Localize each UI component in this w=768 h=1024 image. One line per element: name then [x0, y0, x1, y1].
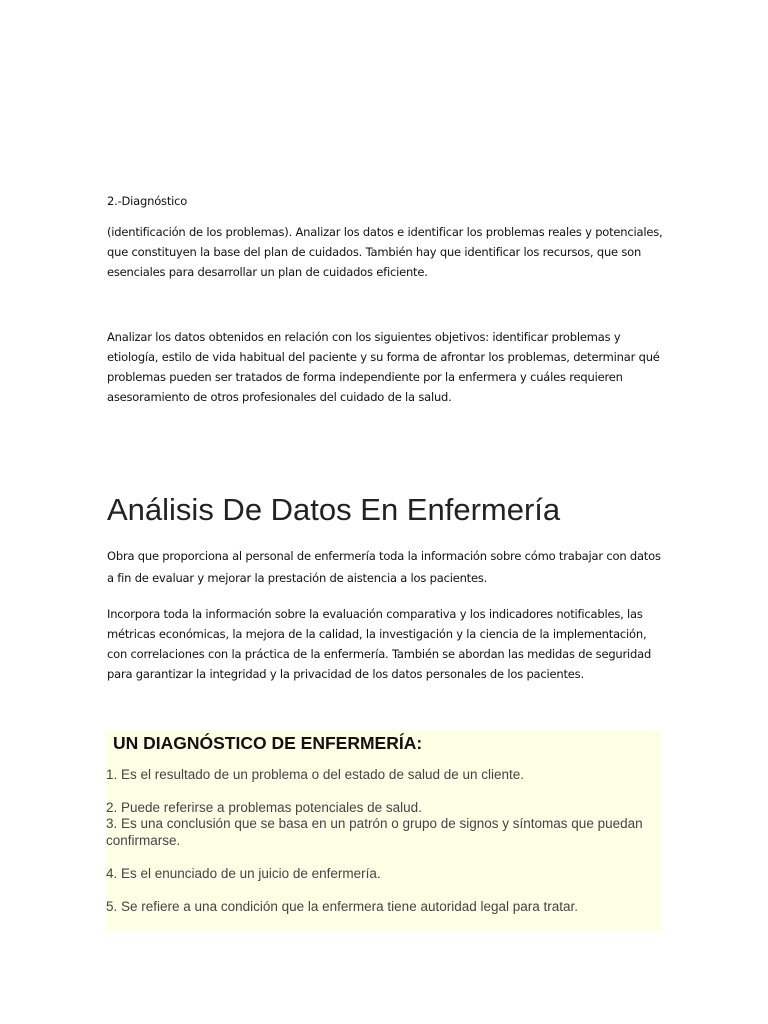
main-title: Análisis De Datos En Enfermería	[107, 492, 561, 527]
section-heading: 2.-Diagnóstico	[107, 194, 188, 208]
paragraph-book-description: Obra que proporciona al personal de enfermería toda la información sobre cómo trabajar con datos a fin de evaluar y mejorar la prestación de aistencia a los pacientes.	[107, 549, 661, 585]
diagnosis-item: 1. Es el resultado de un problema o del estado de salud de un cliente.	[106, 767, 525, 782]
diagnosis-item: 2. Puede referirse a problemas potenciales de salud.	[106, 800, 422, 815]
diagnosis-item: 3. Es una conclusión que se basa en un patrón o grupo de signos y síntomas que puedan confirmarse.	[106, 816, 643, 848]
diagnosis-item: 4. Es el enunciado de un juicio de enfermería.	[106, 866, 381, 881]
diagnosis-box	[105, 730, 662, 931]
diagnosis-item: 5. Se refiere a una condición que la enfermera tiene autoridad legal para tratar.	[106, 899, 579, 914]
paragraph-book-contents: Incorpora toda la información sobre la evaluación comparativa y los indicadores notificables, las métricas económicas, la mejora de la calidad, la investigación y la ciencia de la implementación, con correlaciones con la práctica de la enfermería. También se abordan las medidas de seguridad para garantizar la integridad y la privacidad de los datos personales de los pacientes.	[107, 607, 652, 681]
diagnosis-box-title: UN DIAGNÓSTICO DE ENFERMERÍA:	[113, 733, 423, 753]
paragraph-identification: (identificación de los problemas). Analizar los datos e identificar los problemas reales y potenciales, que constituyen la base del plan de cuidados. También hay que identificar los recursos, que son esenciales para desarrollar un plan de cuidados eficiente.	[107, 225, 663, 279]
paragraph-objectives: Analizar los datos obtenidos en relación con los siguientes objetivos: identificar problemas y etiología, estilo de vida habitual del paciente y su forma de afrontar los problemas, determinar qué problemas pueden ser tratados de forma independiente por la enfermera y cuáles requieren asesoramiento de otros profesionales del cuidado de la salud.	[107, 330, 660, 404]
